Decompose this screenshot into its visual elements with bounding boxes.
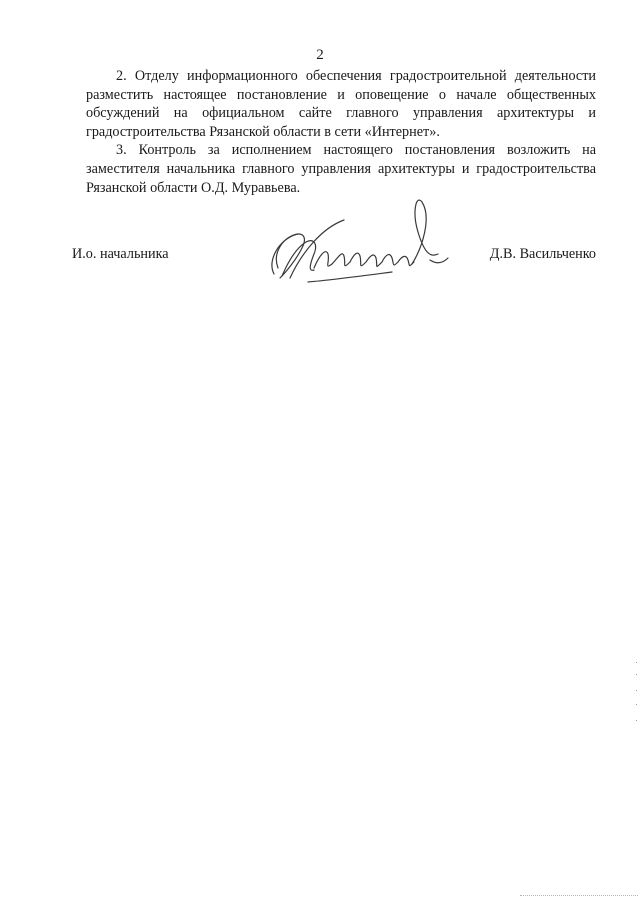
paragraph-2: 2. Отделу информационного обеспечения градостроительной деятельности разместить настоящее постановление и оповещение о начале общественных обсуждений на официальном сайте главного управления архитектуры и градостроительства Рязанской области в сети «Интернет». bbox=[86, 68, 596, 140]
paragraph-3: 3. Контроль за исполнением настоящего постановления возложить на заместителя начальника главного управления архитектуры и градостроительства Рязанской области О.Д. Муравьева. bbox=[86, 142, 596, 196]
handwritten-signature bbox=[262, 192, 452, 292]
page-number: 2 bbox=[316, 47, 324, 63]
signatory-name: Д.В. Васильченко bbox=[489, 246, 596, 262]
scan-artifact bbox=[635, 660, 638, 730]
signatory-title: И.о. начальника bbox=[72, 246, 169, 262]
document-body bbox=[86, 67, 596, 197]
scan-edge-artifact bbox=[520, 895, 638, 897]
